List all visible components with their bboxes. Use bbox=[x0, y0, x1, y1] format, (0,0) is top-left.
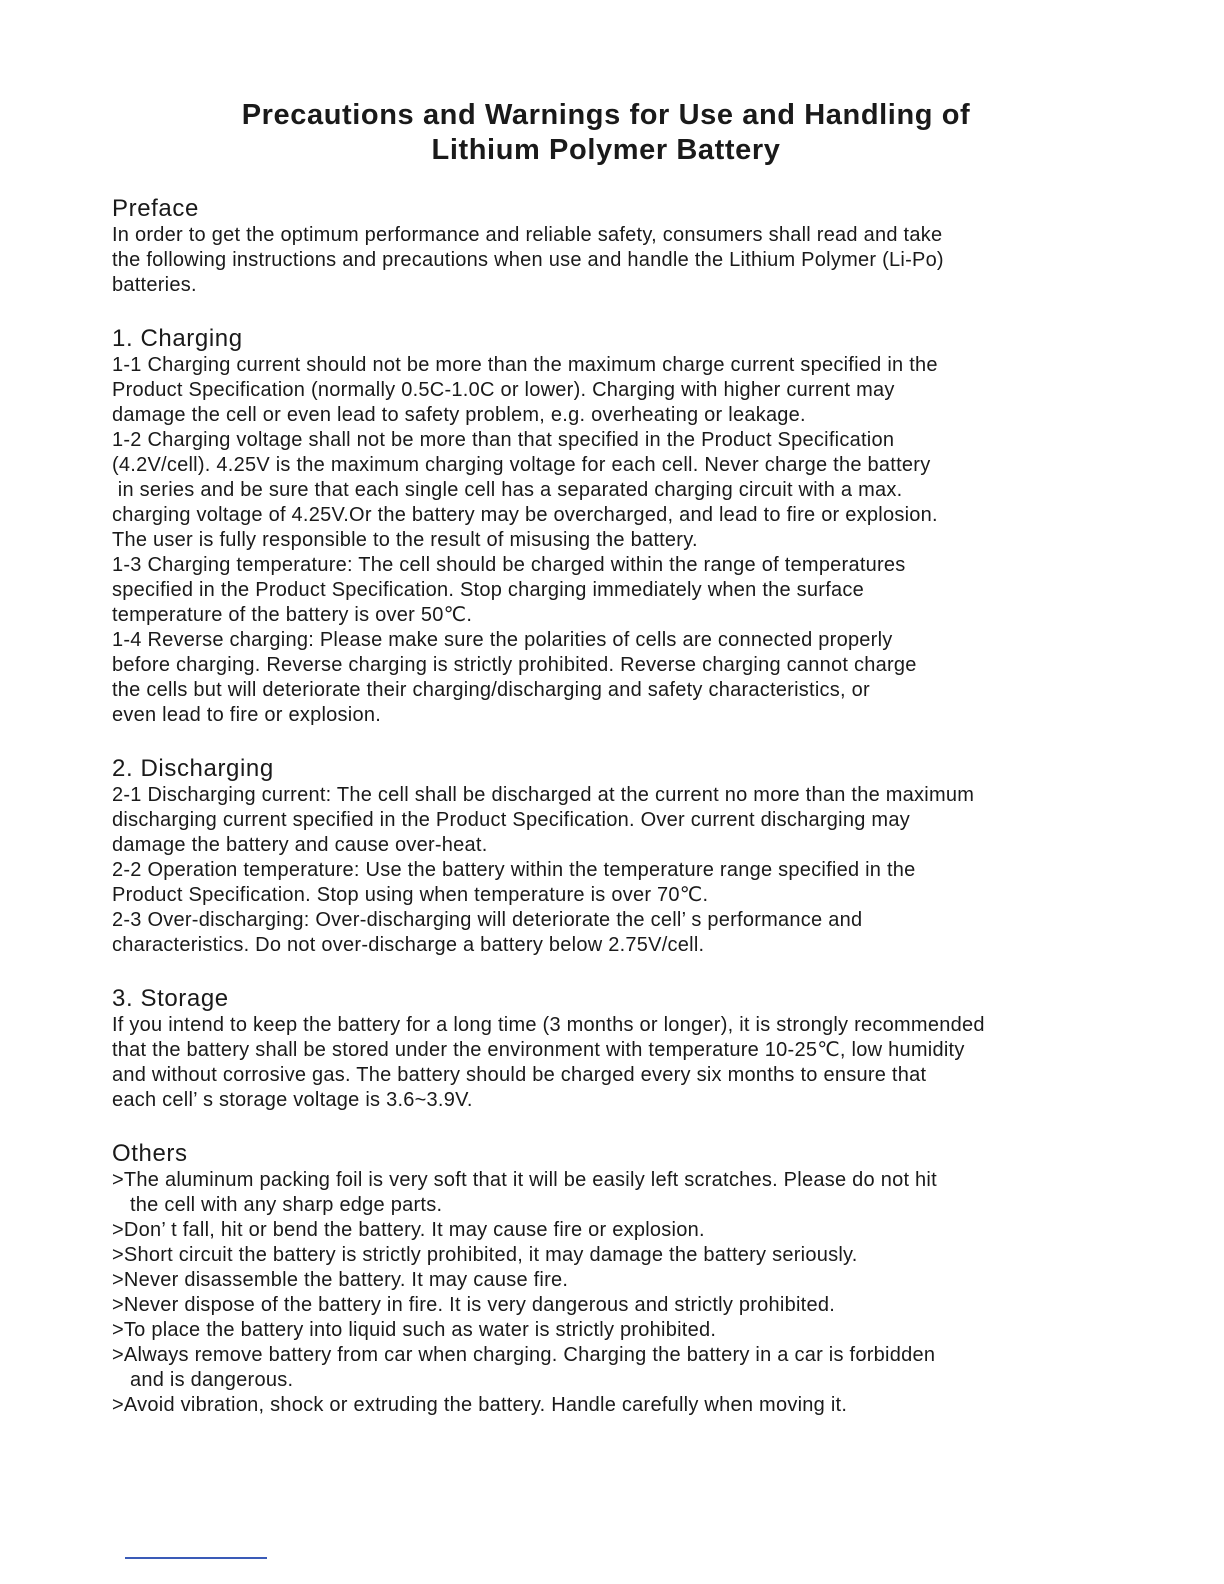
text-line: and without corrosive gas. The battery should be charged every six months to ensure that bbox=[112, 1064, 927, 1086]
text-line: 2-1 Discharging current: The cell shall be discharged at the current no more than the maximum bbox=[112, 784, 975, 806]
document-title bbox=[112, 98, 1112, 168]
text-line: temperature of the battery is over 50℃. bbox=[112, 604, 473, 626]
text-line: batteries. bbox=[112, 274, 197, 296]
list-item: >The aluminum packing foil is very soft that it will be easily left scratches. Please do not hit bbox=[112, 1169, 937, 1191]
text-line: damage the cell or even lead to safety problem, e.g. overheating or leakage. bbox=[112, 404, 806, 426]
text-line: 1-1 Charging current should not be more than the maximum charge current specified in the bbox=[112, 354, 938, 376]
text-line: specified in the Product Specification. Stop charging immediately when the surface bbox=[112, 579, 865, 601]
text-line: 1-4 Reverse charging: Please make sure the polarities of cells are connected properly bbox=[112, 629, 893, 651]
text-line: in series and be sure that each single cell has a separated charging circuit with a max. bbox=[112, 479, 903, 501]
section-storage bbox=[112, 984, 1112, 1113]
list-item: >Don’ t fall, hit or bend the battery. It may cause fire or explosion. bbox=[112, 1219, 705, 1241]
section-heading-discharging: 2. Discharging bbox=[112, 755, 274, 782]
section-heading-others: Others bbox=[112, 1140, 188, 1167]
footer-rule bbox=[125, 1557, 267, 1559]
text-line: that the battery shall be stored under the environment with temperature 10-25℃, low humidity bbox=[112, 1039, 965, 1061]
text-line: Product Specification. Stop using when temperature is over 70℃. bbox=[112, 884, 709, 906]
text-line: damage the battery and cause over-heat. bbox=[112, 834, 488, 856]
section-heading-storage: 3. Storage bbox=[112, 985, 229, 1012]
title-line-2: Lithium Polymer Battery bbox=[431, 134, 781, 166]
text-line: 1-2 Charging voltage shall not be more than that specified in the Product Specification bbox=[112, 429, 895, 451]
section-others bbox=[112, 1139, 1112, 1418]
text-line: Product Specification (normally 0.5C-1.0C or lower). Charging with higher current may bbox=[112, 379, 895, 401]
others-list bbox=[112, 1168, 1112, 1418]
list-item: >Never disassemble the battery. It may cause fire. bbox=[112, 1269, 569, 1291]
list-item-continuation: and is dangerous. bbox=[130, 1369, 294, 1391]
section-heading-preface: Preface bbox=[112, 195, 199, 222]
text-line: each cell’ s storage voltage is 3.6~3.9V. bbox=[112, 1089, 473, 1111]
discharging-paragraph bbox=[112, 783, 1112, 958]
text-line: discharging current specified in the Product Specification. Over current discharging may bbox=[112, 809, 910, 831]
preface-paragraph bbox=[112, 223, 1112, 298]
section-discharging bbox=[112, 754, 1112, 958]
section-charging bbox=[112, 324, 1112, 728]
text-line: 2-3 Over-discharging: Over-discharging will deteriorate the cell’ s performance and bbox=[112, 909, 863, 931]
text-line: If you intend to keep the battery for a long time (3 months or longer), it is strongly recommended bbox=[112, 1014, 985, 1036]
list-item: >Short circuit the battery is strictly prohibited, it may damage the battery seriously. bbox=[112, 1244, 858, 1266]
title-line-1: Precautions and Warnings for Use and Handling of bbox=[241, 99, 971, 131]
text-line: (4.2V/cell). 4.25V is the maximum charging voltage for each cell. Never charge the battery bbox=[112, 454, 931, 476]
list-item: >To place the battery into liquid such as water is strictly prohibited. bbox=[112, 1319, 717, 1341]
text-line: even lead to fire or explosion. bbox=[112, 704, 382, 726]
text-line: 2-2 Operation temperature: Use the battery within the temperature range specified in the bbox=[112, 859, 916, 881]
text-line: the following instructions and precautions when use and handle the Lithium Polymer (Li-Po) bbox=[112, 249, 944, 271]
text-line: charging voltage of 4.25V.Or the battery may be overcharged, and lead to fire or explosion. bbox=[112, 504, 938, 526]
section-preface bbox=[112, 194, 1112, 298]
list-item: >Never dispose of the battery in fire. It is very dangerous and strictly prohibited. bbox=[112, 1294, 836, 1316]
text-line: The user is fully responsible to the result of misusing the battery. bbox=[112, 529, 698, 551]
text-line: In order to get the optimum performance and reliable safety, consumers shall read and take bbox=[112, 224, 943, 246]
text-line: characteristics. Do not over-discharge a battery below 2.75V/cell. bbox=[112, 934, 705, 956]
text-line: before charging. Reverse charging is strictly prohibited. Reverse charging cannot charge bbox=[112, 654, 917, 676]
text-line: 1-3 Charging temperature: The cell should be charged within the range of temperatures bbox=[112, 554, 906, 576]
section-heading-charging: 1. Charging bbox=[112, 325, 243, 352]
charging-paragraph bbox=[112, 353, 1112, 728]
document-page bbox=[112, 98, 1112, 1418]
list-item: >Always remove battery from car when charging. Charging the battery in a car is forbidden bbox=[112, 1344, 936, 1366]
list-item: >Avoid vibration, shock or extruding the battery. Handle carefully when moving it. bbox=[112, 1394, 848, 1416]
storage-paragraph bbox=[112, 1013, 1112, 1113]
list-item-continuation: the cell with any sharp edge parts. bbox=[130, 1194, 443, 1216]
text-line: the cells but will deteriorate their charging/discharging and safety characteristics, or bbox=[112, 679, 870, 701]
